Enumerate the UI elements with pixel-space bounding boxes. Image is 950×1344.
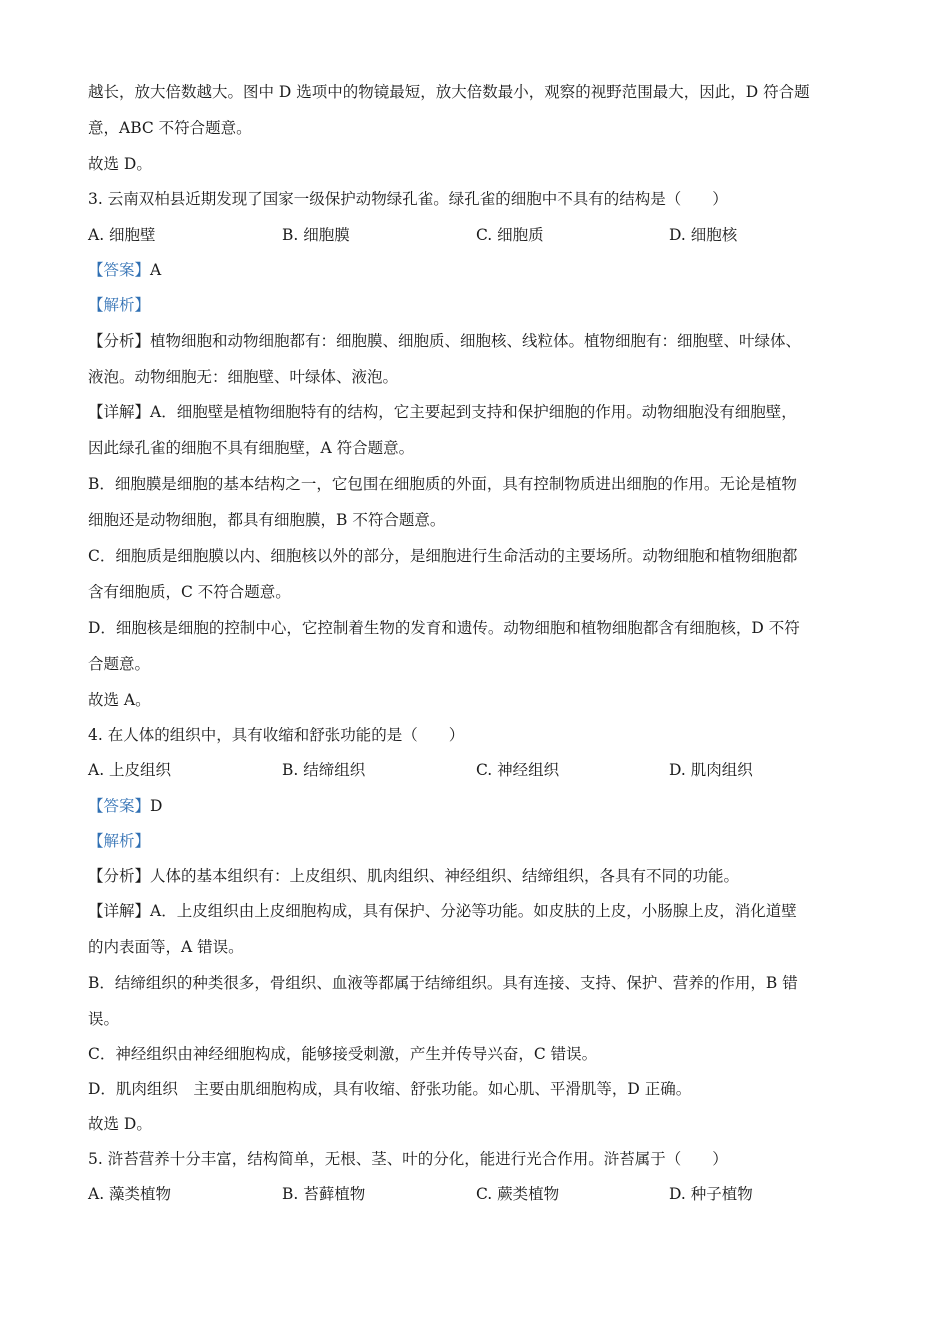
question-5-option-c: C. 蕨类植物 <box>476 1185 560 1203</box>
intro-line-2: 意，ABC 不符合题意。 <box>88 119 252 137</box>
intro-line-1: 越长，放大倍数越大。图中 D 选项中的物镜最短，放大倍数最小，观察的视野范围最大，因此，D 符合题 <box>88 83 810 101</box>
detail-text: A．上皮组织由上皮细胞构成，具有保护、分泌等功能。如皮肤的上皮，小肠腺上皮，消化道壁 <box>150 902 797 920</box>
question-3-option-d: D. 细胞核 <box>669 226 738 244</box>
fenxi-text: 植物细胞和动物细胞都有：细胞膜、细胞质、细胞核、线粒体。植物细胞有：细胞壁、叶绿体、 <box>150 332 802 350</box>
fenxi-tag: 【分析】 <box>88 867 151 885</box>
analysis-tag: 【解析】 <box>88 296 151 314</box>
question-3-conclusion: 故选 A。 <box>88 691 151 709</box>
question-5-option-a: A. 藻类植物 <box>88 1185 172 1203</box>
question-4-option-c: C. 神经组织 <box>476 761 560 779</box>
question-3-fenxi-line-1 <box>88 331 801 351</box>
question-4-analysis-heading <box>88 831 150 851</box>
question-3-analysis-heading <box>88 295 150 315</box>
question-5-stem: 5. 浒苔营养十分丰富，结构简单，无根、茎、叶的分化，能进行光合作用。浒苔属于（ ） <box>88 1150 728 1168</box>
question-3-detail-b-line-1: B．细胞膜是细胞的基本结构之一，它包围在细胞质的外面，具有控制物质进出细胞的作用。无论是植物 <box>88 475 797 493</box>
question-4-conclusion: 故选 D。 <box>88 1115 152 1133</box>
xiangjie-tag: 【详解】 <box>88 902 151 920</box>
question-4-detail-b-line-2: 误。 <box>88 1010 120 1028</box>
question-3-detail-c-line-2: 含有细胞质，C 不符合题意。 <box>88 583 291 601</box>
xiangjie-tag: 【详解】 <box>88 403 151 421</box>
analysis-tag: 【解析】 <box>88 832 151 850</box>
question-4-option-b: B. 结缔组织 <box>282 761 366 779</box>
answer-tag: 【答案】 <box>88 797 151 815</box>
question-3-detail-a-line-1 <box>88 402 797 422</box>
question-4-detail-d-line-1: D．肌肉组织 主要由肌细胞构成，具有收缩、舒张功能。如心肌、平滑肌等，D 正确。 <box>88 1080 692 1098</box>
question-4-detail-a-line-1 <box>88 901 797 921</box>
question-4-option-a: A. 上皮组织 <box>88 761 172 779</box>
question-4-stem: 4. 在人体的组织中，具有收缩和舒张功能的是（ ） <box>88 726 465 744</box>
answer-tag: 【答案】 <box>88 261 151 279</box>
intro-conclusion: 故选 D。 <box>88 155 152 173</box>
fenxi-text: 人体的基本组织有：上皮组织、肌肉组织、神经组织、结缔组织，各具有不同的功能。 <box>150 867 740 885</box>
question-3-stem: 3. 云南双柏县近期发现了国家一级保护动物绿孔雀。绿孔雀的细胞中不具有的结构是（ ） <box>88 190 728 208</box>
detail-text: A．细胞壁是植物细胞特有的结构，它主要起到支持和保护细胞的作用。动物细胞没有细胞壁， <box>150 403 797 421</box>
question-4-detail-c-line-1: C．神经组织由神经细胞构成，能够接受刺激，产生并传导兴奋，C 错误。 <box>88 1045 598 1063</box>
question-4-option-d: D. 肌肉组织 <box>669 761 753 779</box>
question-4-detail-a-line-2: 的内表面等，A 错误。 <box>88 938 244 956</box>
question-5-option-b: B. 苔藓植物 <box>282 1185 366 1203</box>
question-5-option-d: D. 种子植物 <box>669 1185 753 1203</box>
question-4-fenxi-line-1 <box>88 866 739 886</box>
question-3-fenxi-line-2: 液泡。动物细胞无：细胞壁、叶绿体、液泡。 <box>88 368 399 386</box>
question-3-detail-a-line-2: 因此绿孔雀的细胞不具有细胞壁，A 符合题意。 <box>88 439 415 457</box>
question-3-detail-d-line-2: 合题意。 <box>88 655 151 673</box>
question-3-detail-b-line-2: 细胞还是动物细胞，都具有细胞膜，B 不符合题意。 <box>88 511 446 529</box>
question-3-answer <box>88 260 161 280</box>
answer-value: D <box>150 797 163 815</box>
question-3-detail-c-line-1: C．细胞质是细胞膜以内、细胞核以外的部分，是细胞进行生命活动的主要场所。动物细胞和植物细胞都 <box>88 547 798 565</box>
question-3-option-c: C. 细胞质 <box>476 226 544 244</box>
answer-value: A <box>150 261 162 279</box>
question-4-answer <box>88 796 162 816</box>
fenxi-tag: 【分析】 <box>88 332 151 350</box>
question-3-option-b: B. 细胞膜 <box>282 226 350 244</box>
question-3-detail-d-line-1: D．细胞核是细胞的控制中心，它控制着生物的发育和遗传。动物细胞和植物细胞都含有细胞核，D 不符 <box>88 619 800 637</box>
question-3-option-a: A. 细胞壁 <box>88 226 156 244</box>
question-4-detail-b-line-1: B．结缔组织的种类很多，骨组织、血液等都属于结缔组织。具有连接、支持、保护、营养的作用，B 错 <box>88 974 798 992</box>
